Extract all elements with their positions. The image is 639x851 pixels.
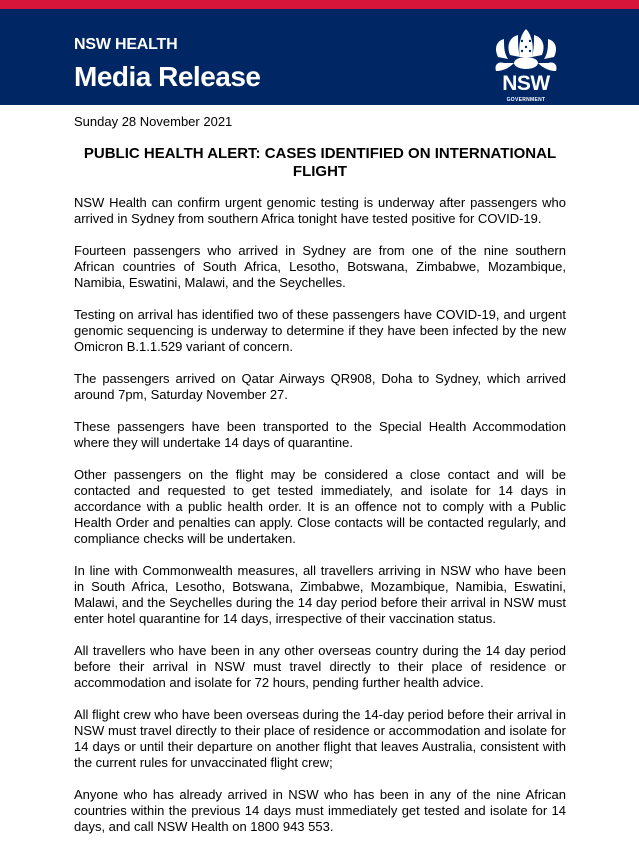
release-date: Sunday 28 November 2021 [74, 114, 233, 129]
organization-name: NSW HEALTH [74, 36, 178, 53]
nsw-government-logo [490, 27, 562, 109]
header-accent-strip [0, 0, 639, 9]
body-paragraph: Testing on arrival has identified two of these passengers have COVID-19, and urgent genomic sequencing is underway to determine if they have been infected by the new Omicron B.1.1.529 variant of concern. [74, 307, 566, 354]
body-paragraph: Anyone who has already arrived in NSW who has been in any of the nine African countries within the previous 14 days must immediately get tested and isolate for 14 days, and call NSW Health on 1800 943 553. [74, 787, 566, 834]
body-paragraph: Fourteen passengers who arrived in Sydney are from one of the nine southern African countries of South Africa, Lesotho, Botswana, Zimbabwe, Mozambique, Namibia, Eswatini, Malawi, and the Seychelles. [74, 243, 566, 290]
release-headline: PUBLIC HEALTH ALERT: CASES IDENTIFIED ON INTERNATIONAL FLIGHT [83, 145, 557, 180]
body-paragraph: In line with Commonwealth measures, all travellers arriving in NSW who have been in South Africa, Lesotho, Botswana, Zimbabwe, Mozambique, Namibia, Eswatini, Malawi, and the Seychelles during the 14 day period before their arrival in NSW must enter hotel quarantine for 14 days, irrespective of their vaccination status. [74, 563, 566, 626]
document-type: Media Release [74, 61, 261, 92]
logo-subtitle: GOVERNMENT [506, 97, 546, 103]
body-paragraph: All flight crew who have been overseas during the 14-day period before their arrival in NSW must travel directly to their place of residence or accommodation and isolate for 14 days or until their departure on another flight that leaves Australia, consistent with the current rules for unvaccinated flight crew; [74, 707, 566, 770]
body-paragraph: All travellers who have been in any other overseas country during the 14 day period before their arrival in NSW must travel directly to their place of residence or accommodation and isolate for 72 hours, pending further health advice. [74, 643, 566, 690]
body-paragraph: The passengers arrived on Qatar Airways QR908, Doha to Sydney, which arrived around 7pm, Saturday November 27. [74, 371, 566, 402]
logo-wordmark: NSW [502, 72, 550, 95]
header-banner [0, 9, 639, 105]
body-paragraph: These passengers have been transported to the Special Health Accommodation where they will undertake 14 days of quarantine. [74, 419, 566, 450]
body-paragraph: Other passengers on the flight may be considered a close contact and will be contacted and requested to get tested immediately, and isolate for 14 days in accordance with a public health order. It is an offence not to comply with a Public Health Order and penalties can apply. Close contacts will be contacted regularly, and compliance checks will be undertaken. [74, 467, 566, 546]
release-body [74, 195, 566, 851]
waratah-icon [490, 27, 562, 75]
body-paragraph: NSW Health can confirm urgent genomic testing is underway after passengers who arrived in Sydney from southern Africa tonight have tested positive for COVID-19. [74, 195, 566, 226]
